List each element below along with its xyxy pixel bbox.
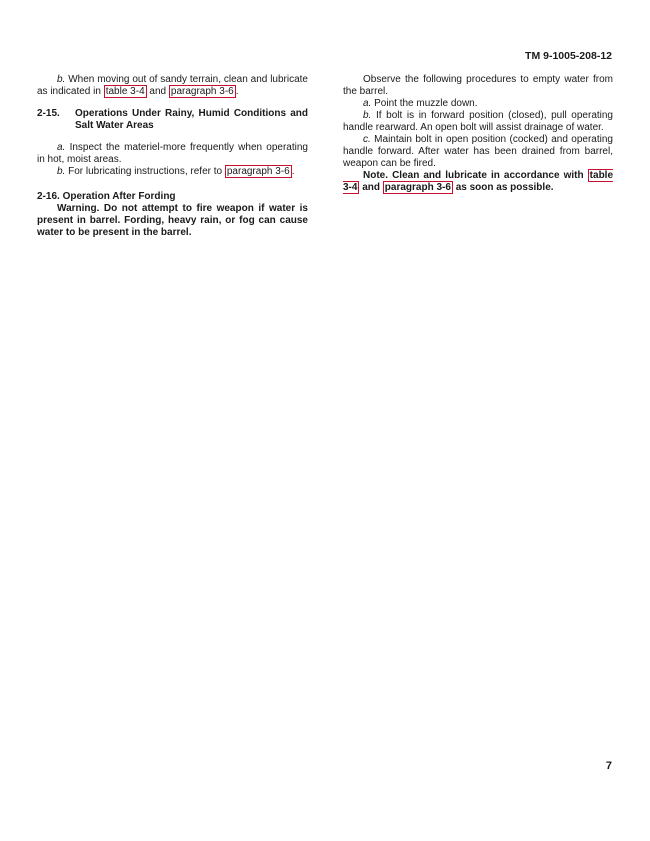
section-2-16-heading: 2-16. Operation After Fording [37, 191, 176, 202]
paragraph-3-6-link[interactable]: paragraph 3-6 [226, 166, 290, 177]
para-a-inspect: a. Inspect the materiel-more frequently when operating in hot, moist areas. [37, 142, 308, 165]
note-text: Note. Clean and lubricate in accordance with table 3-4 and paragraph 3-6 as soon as possible. [343, 170, 614, 193]
section-2-15-heading: 2-15. Operations Under Rainy, Humid Conditions and Salt Water Areas [37, 108, 308, 131]
table-3-4-link[interactable]: table 3-4 [105, 86, 145, 97]
table-3-4-link[interactable]: table 3-4 [343, 170, 614, 193]
step-a: a. Point the muzzle down. [363, 98, 478, 109]
document-id: TM 9-1005-208-12 [525, 50, 612, 62]
intro-paragraph: Observe the following procedures to empty water from the barrel. [343, 74, 613, 97]
right-column [343, 74, 613, 194]
paragraph-3-6-link[interactable]: paragraph 3-6 [384, 182, 451, 193]
para-b-sandy: b. When moving out of sandy terrain, clean and lubricate as indicated in table 3-4 and paragraph 3-6 . [37, 74, 308, 97]
step-b: b. If bolt is in forward position (closed), pull operating handle rearward. An open bolt will assist drainage of water. [343, 110, 613, 133]
warning-text: Warning. Do not attempt to fire weapon if water is present in barrel. Fording, heavy rain, or fog can cause water to be present in the barrel. [37, 203, 308, 238]
left-column [37, 74, 308, 239]
step-c: c. Maintain bolt in open position (cocked) and operating handle forward. After water has been drained from barrel, weapon can be fired. [343, 134, 613, 169]
para-b-lubricating: b. For lubricating instructions, refer to paragraph 3-6 . [57, 166, 295, 177]
paragraph-3-6-link[interactable]: paragraph 3-6 [170, 86, 234, 97]
page-number: 7 [605, 760, 612, 772]
